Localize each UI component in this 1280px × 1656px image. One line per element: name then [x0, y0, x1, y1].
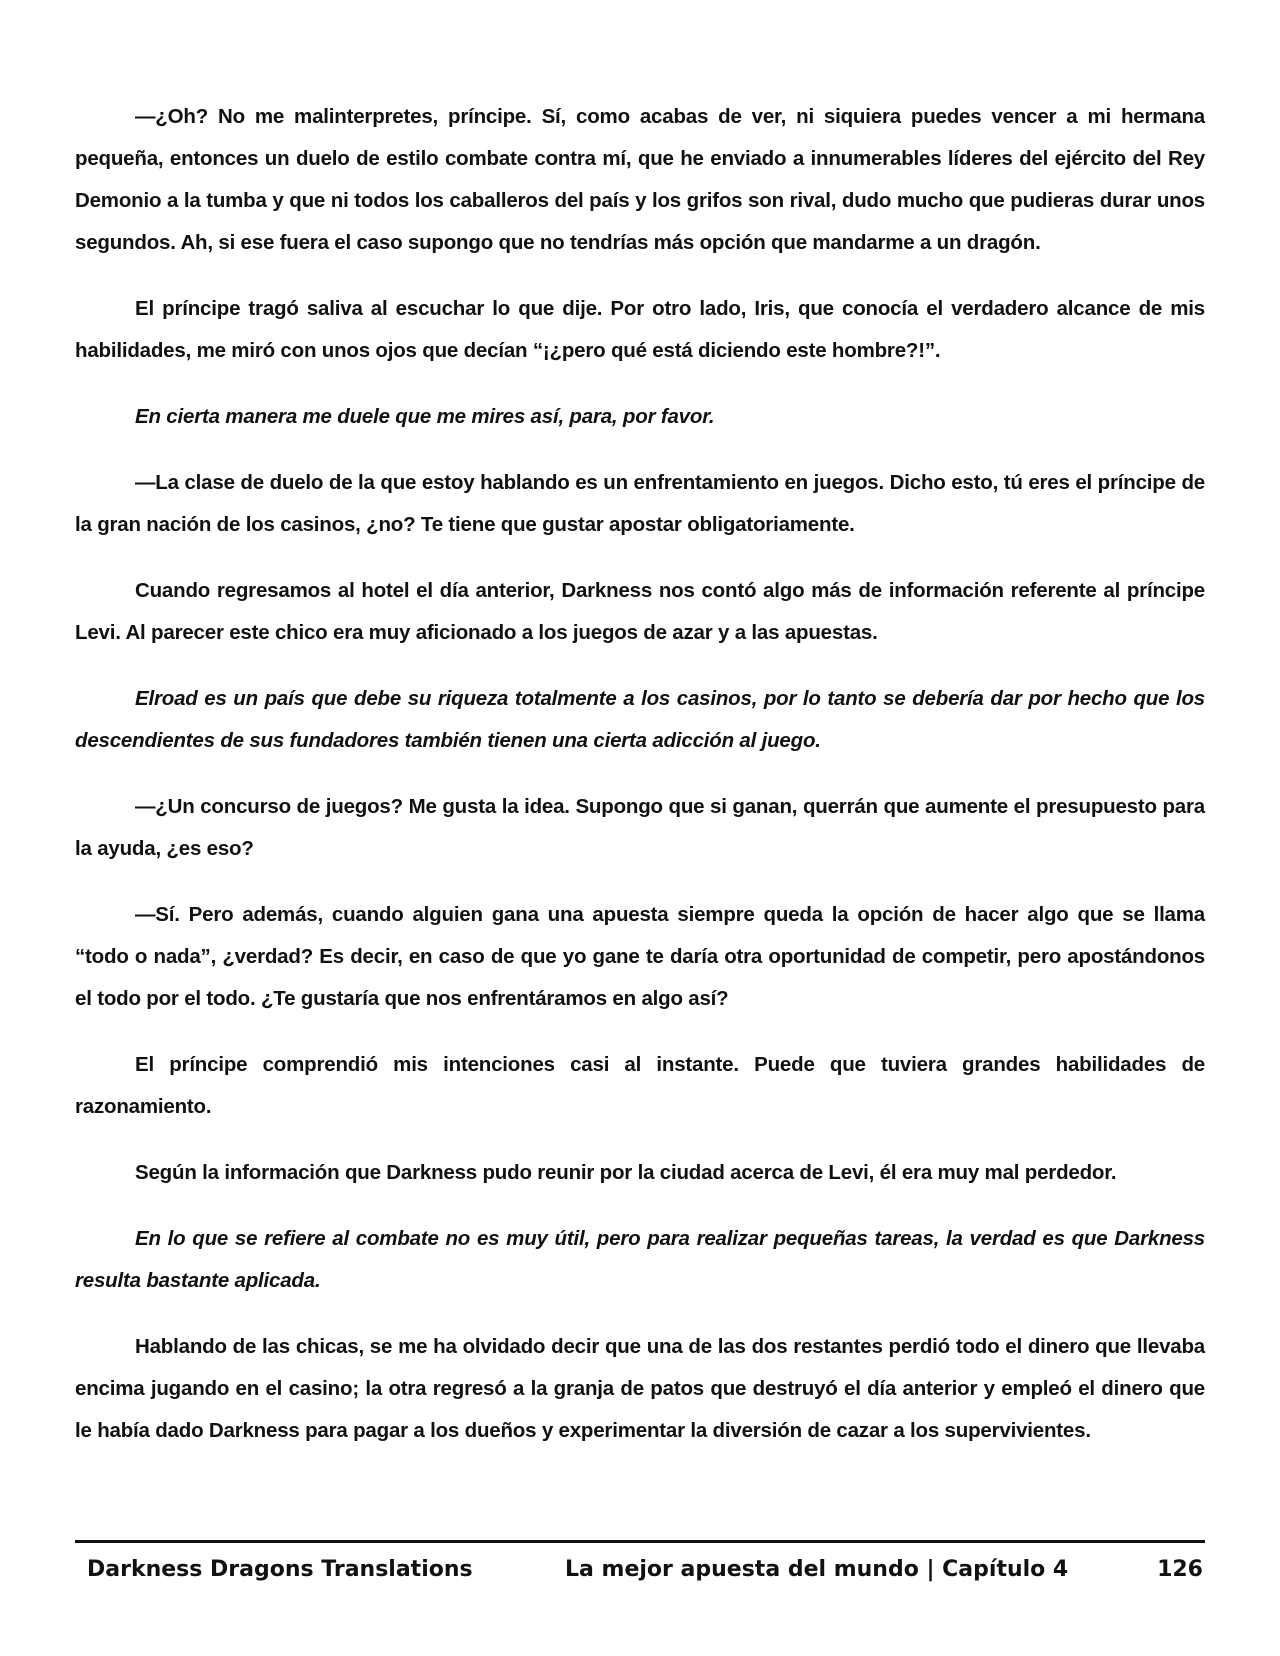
- footer-translator: Darkness Dragons Translations: [87, 1557, 473, 1582]
- paragraph: Hablando de las chicas, se me ha olvidado decir que una de las dos restantes perdió todo el dinero que llevaba encima jugando en el casino; la otra regresó a la granja de patos que destruyó el día anterior y empleó el dinero que le había dado Darkness para pagar a los dueños y experimentar la diversión de cazar a los supervivientes.: [75, 1335, 1205, 1442]
- paragraph: El príncipe tragó saliva al escuchar lo que dije. Por otro lado, Iris, que conocía el verdadero alcance de mis habilidades, me miró con unos ojos que decían “¡¿pero qué está diciendo este hombre?!”.: [75, 297, 1205, 362]
- paragraph: —Sí. Pero además, cuando alguien gana una apuesta siempre queda la opción de hacer algo que se llama “todo o nada”, ¿verdad? Es decir, en caso de que yo gane te daría otra oportunidad de competir, pero apostándonos el todo por el todo. ¿Te gustaría que nos enfrentáramos en algo así?: [75, 903, 1205, 1010]
- page-body: [75, 96, 1205, 1476]
- page-footer: [75, 1540, 1205, 1593]
- paragraph: —¿Oh? No me malinterpretes, príncipe. Sí, como acabas de ver, ni siquiera puedes vencer a mi hermana pequeña, entonces un duelo de estilo combate contra mí, que he enviado a innumerables líderes del ejército del Rey Demonio a la tumba y que ni todos los caballeros del país y los grifos son rival, dudo mucho que pudieras durar unos segundos. Ah, si ese fuera el caso supongo que no tendrías más opción que mandarme a un dragón.: [75, 105, 1205, 254]
- paragraph-italic: En lo que se refiere al combate no es muy útil, pero para realizar pequeñas tareas, la verdad es que Darkness resulta bastante aplicada.: [75, 1227, 1205, 1292]
- paragraph: El príncipe comprendió mis intenciones casi al instante. Puede que tuviera grandes habilidades de razonamiento.: [75, 1053, 1205, 1118]
- footer-page-number: 126: [1157, 1557, 1203, 1582]
- paragraph-italic: En cierta manera me duele que me mires así, para, por favor.: [135, 405, 715, 428]
- paragraph: Según la información que Darkness pudo reunir por la ciudad acerca de Levi, él era muy mal perdedor.: [135, 1161, 1117, 1184]
- footer-row: [75, 1543, 1205, 1593]
- footer-chapter-title: La mejor apuesta del mundo | Capítulo 4: [565, 1557, 1069, 1582]
- paragraph: Cuando regresamos al hotel el día anterior, Darkness nos contó algo más de información referente al príncipe Levi. Al parecer este chico era muy aficionado a los juegos de azar y a las apuestas.: [75, 579, 1205, 644]
- paragraph: —La clase de duelo de la que estoy hablando es un enfrentamiento en juegos. Dicho esto, tú eres el príncipe de la gran nación de los casinos, ¿no? Te tiene que gustar apostar obligatoriamente.: [75, 471, 1205, 536]
- paragraph: —¿Un concurso de juegos? Me gusta la idea. Supongo que si ganan, querrán que aumente el presupuesto para la ayuda, ¿es eso?: [75, 795, 1205, 860]
- paragraph-italic: Elroad es un país que debe su riqueza totalmente a los casinos, por lo tanto se debería dar por hecho que los descendientes de sus fundadores también tienen una cierta adicción al juego.: [75, 687, 1205, 752]
